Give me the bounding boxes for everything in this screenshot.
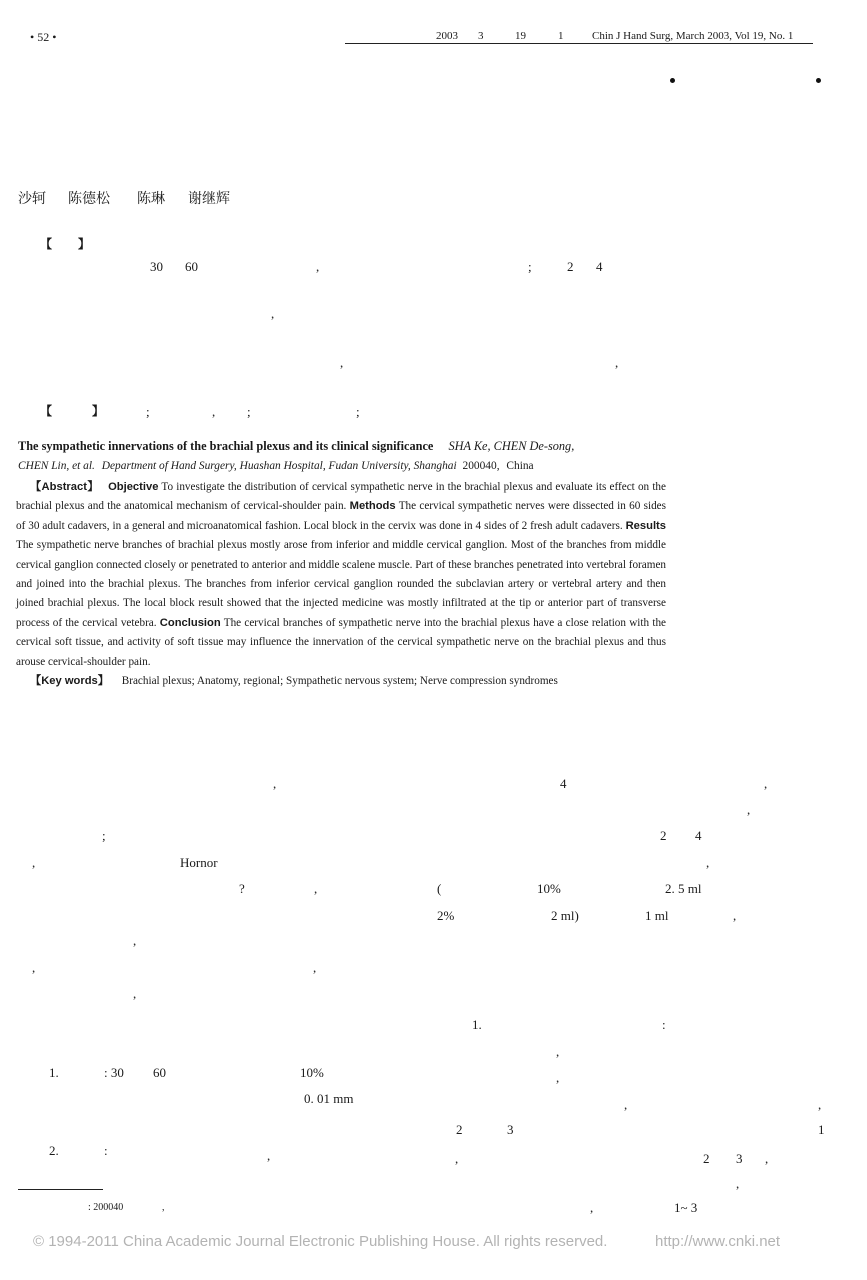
author-1: 沙轲: [18, 191, 46, 207]
body-punct: ,: [733, 908, 737, 923]
abstract-cn-bracket-close: 】: [78, 237, 91, 251]
body-punct: ,: [736, 1176, 740, 1191]
author-2: 陈德松: [68, 191, 110, 207]
body-num: 10%: [300, 1065, 324, 1080]
section-colon: :: [662, 1017, 666, 1032]
keywords-text: Brachial plexus; Anatomy, regional; Sympathetic nervous system; Nerve compression syndromes: [121, 675, 558, 688]
author-4: 谢继辉: [188, 191, 230, 207]
body-punct: ,: [624, 1097, 628, 1112]
source-url[interactable]: http://www.cnki.net: [655, 1233, 781, 1250]
body-punct: ,: [765, 1151, 769, 1166]
body-punct: ?: [239, 881, 245, 896]
objective-label: Objective: [108, 481, 159, 493]
header-rule: [345, 43, 813, 44]
results-label: Results: [625, 519, 667, 532]
body-num: 4: [695, 828, 702, 843]
body-num: 2%: [437, 908, 455, 923]
keywords-cn-bracket-close: 】: [92, 404, 105, 418]
keywords-cn-sep: ;: [146, 404, 150, 419]
body-punct: ,: [590, 1200, 594, 1215]
postcode: 200040,: [462, 460, 500, 472]
body-num: 1: [818, 1122, 825, 1137]
page-number: • 52 •: [30, 30, 57, 44]
body-num: 2: [660, 828, 667, 843]
list-item-number: 2.: [49, 1143, 59, 1158]
methods-text: The cervical sympathetic nerves were dissected in 60 sides of 30 adult cadavers, in a general and microanatomical fashion. Local block in the cervix was done in 4 sides of 2 fresh adult cadavers.: [16, 500, 666, 532]
results-text: The sympathetic nerve branches of brachial plexus mostly arose from inferior and middle cervical ganglion. Most of the branches from middle cervical ganglion connected closely or penetrated to anterior and middle scalene muscle. Part of these branches penetrated into vertebral foramen and joined into the brachial plexus. The branches from inferior cervical ganglion rounded the subclavian artery or vertebral artery and then joined brachial plexus. The local block result showed that the injected medicine was mostly infiltrated at the tip or anterior part of transverse process of the cervical vetebra.: [16, 539, 666, 629]
body-punct: ,: [32, 960, 36, 975]
body-word: Hornor: [180, 855, 218, 870]
body-punct: ;: [102, 828, 106, 843]
conclusion-label: Conclusion: [159, 616, 221, 629]
body-num: 1 ml: [645, 908, 669, 923]
conclusion-text: The cervical branches of sympathetic nerve into the brachial plexus have a close relation with the cervical soft tissue, and activity of soft tissue may influence the innervation of the cervical sympathetic nerve on the brachial plexus and thus arouse cervical-shoulder pain.: [16, 616, 667, 668]
body-num: 2. 5 ml: [665, 881, 702, 896]
keywords-cn-bracket-open: 【: [40, 404, 53, 418]
abstract-cn-num: 2: [567, 259, 574, 274]
section-heading-number: 1.: [472, 1017, 482, 1032]
body-punct: ,: [764, 776, 768, 791]
measurement: 0. 01 mm: [304, 1091, 354, 1106]
body-num: 3: [736, 1151, 743, 1166]
body-punct: ,: [267, 1148, 271, 1163]
list-item-colon: :: [104, 1143, 108, 1158]
body-punct: ,: [133, 933, 137, 948]
body-punct: ,: [455, 1151, 459, 1166]
body-punct: ,: [818, 1097, 822, 1112]
abstract-cn-num: 4: [596, 259, 603, 274]
copyright-notice: © 1994-2011 China Academic Journal Electronic Publishing House. All rights reserved.: [33, 1233, 608, 1250]
body-num: 2: [456, 1122, 463, 1137]
body-punct: ,: [32, 855, 36, 870]
body-num: 2: [703, 1151, 710, 1166]
header-journal: Chin J Hand Surg, March 2003, Vol 19, No. 1: [592, 30, 794, 42]
reference-range: 1~ 3: [674, 1200, 698, 1215]
affiliation-line: [18, 460, 534, 472]
abstract-label: 【Abstract】: [30, 481, 99, 493]
body-num: 4: [560, 776, 567, 791]
list-item-text: : 30: [104, 1065, 124, 1080]
body-punct: ,: [133, 986, 137, 1001]
title-bullet-right: [816, 78, 821, 83]
english-authors: SHA Ke, CHEN De-song,: [448, 439, 575, 453]
footnote-comma: ,: [162, 1202, 165, 1213]
abstract-cn-punct: ,: [271, 306, 275, 321]
english-title-line: [18, 439, 574, 454]
author-3: 陈琳: [137, 191, 165, 207]
body-num: 2 ml): [551, 908, 579, 923]
footnote-rule: [18, 1189, 103, 1190]
body-num: 10%: [537, 881, 561, 896]
abstract-cn-num: 30: [150, 259, 163, 274]
header-month: 3: [478, 30, 484, 42]
english-title: The sympathetic innervations of the brachial plexus and its clinical significance: [18, 439, 434, 453]
header-volume: 19: [515, 30, 526, 42]
list-item-number: 1.: [49, 1065, 59, 1080]
keywords-label: 【Key words】: [30, 675, 109, 688]
keywords-cn-sep: ;: [247, 404, 251, 419]
affiliation: Department of Hand Surgery, Huashan Hospital, Fudan University, Shanghai: [101, 460, 457, 472]
keywords-cn-sep: ;: [356, 404, 360, 419]
body-punct: ,: [556, 1070, 560, 1085]
abstract-cn-punct: ;: [528, 259, 532, 274]
header-issue: 1: [558, 30, 564, 42]
body-punct: ,: [706, 855, 710, 870]
country: China: [506, 460, 534, 472]
abstract-cn-punct: ,: [340, 355, 344, 370]
body-punct: ,: [313, 960, 317, 975]
methods-label: Methods: [349, 500, 396, 513]
header-year: 2003: [436, 30, 458, 42]
body-punct: ,: [314, 881, 318, 896]
body-num: 3: [507, 1122, 514, 1137]
title-bullet-left: [670, 78, 675, 83]
abstract-cn-punct: ,: [316, 259, 320, 274]
body-num: 60: [153, 1065, 166, 1080]
footnote-postcode: : 200040: [88, 1202, 124, 1213]
abstract-cn-bracket-open: 【: [40, 237, 53, 251]
body-punct: (: [437, 881, 442, 896]
abstract-cn-punct: ,: [615, 355, 619, 370]
objective-text: To investigate the distribution of cervical sympathetic nerve in the brachial plexus and evaluate its effect on the brachial plexus and the anatomical mechanism of cervical-shoulder pain.: [16, 481, 666, 513]
english-abstract: [16, 478, 666, 691]
abstract-cn-num: 60: [185, 259, 198, 274]
body-punct: ,: [273, 776, 277, 791]
body-punct: ,: [556, 1044, 560, 1059]
body-punct: ,: [747, 802, 751, 817]
english-authors-cont: CHEN Lin, et al.: [18, 460, 95, 472]
keywords-cn-sep: ,: [212, 404, 216, 419]
